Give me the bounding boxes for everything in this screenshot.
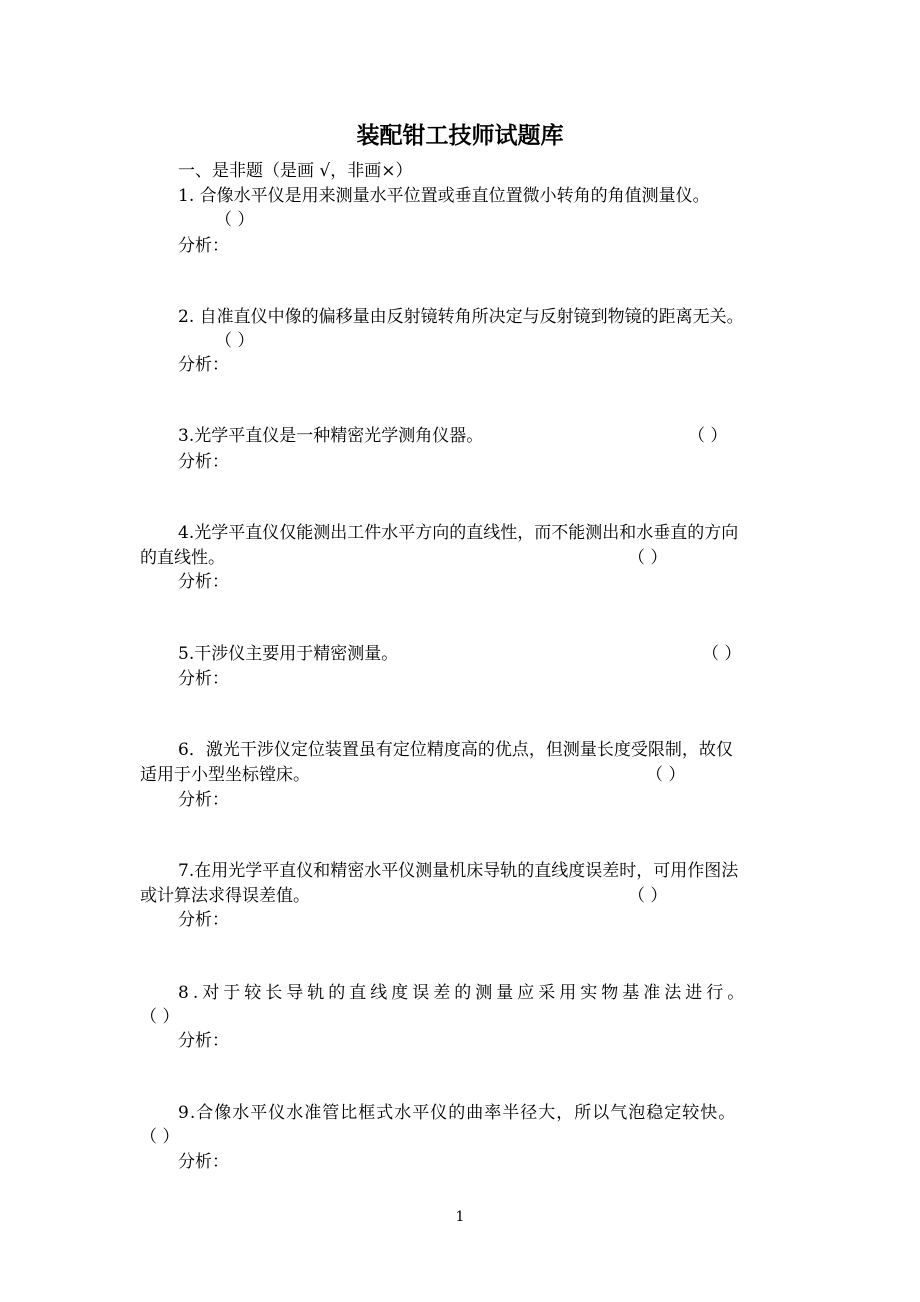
question-4-analysis-label: 分析： <box>178 572 229 592</box>
document-title: 装配钳工技师试题库 <box>356 122 564 149</box>
question-7-text-line-1: 7.在用光学平直仪和精密水平仪测量机床导轨的直线度误差时，可用作图法 <box>178 861 739 881</box>
question-8-text: 8.对于较长导轨的直线度误差的测量应采用实物基准法进行。 <box>178 983 749 1003</box>
question-6-text-line-2: 适用于小型坐标镗床。 <box>140 765 310 785</box>
question-1-text: 1. 合像水平仪是用来测量水平位置或垂直位置微小转角的角值测量仪。 <box>178 186 710 206</box>
question-6-text-line-1: 6．激光干涉仪定位装置虽有定位精度高的优点，但测量长度受限制，故仅 <box>178 740 733 760</box>
question-9-text: 9.合像水平仪水准管比框式水平仪的曲率半径大，所以气泡稳定较快。 <box>178 1103 737 1123</box>
question-1-answer-paren: （ ） <box>215 210 255 230</box>
question-7-analysis-label: 分析： <box>178 910 229 930</box>
question-8-answer-paren: （ ） <box>140 1007 180 1027</box>
question-2-analysis-label: 分析： <box>178 355 229 375</box>
question-6-analysis-label: 分析： <box>178 790 229 810</box>
question-8-analysis-label: 分析： <box>178 1031 229 1051</box>
question-7-answer-paren: （ ） <box>628 886 668 906</box>
question-4-answer-paren: （ ） <box>628 548 668 568</box>
section-heading: 一、是非题（是画 √，非画×） <box>178 161 413 181</box>
question-9-answer-paren: （ ） <box>140 1127 180 1147</box>
question-2-answer-paren: （ ） <box>215 331 255 351</box>
question-7-text-line-2: 或计算法求得误差值。 <box>140 886 310 906</box>
question-9-analysis-label: 分析： <box>178 1152 229 1172</box>
question-3-answer-paren: （ ） <box>688 426 728 446</box>
page-number: 1 <box>455 1209 465 1225</box>
question-5-answer-paren: （ ） <box>702 644 742 664</box>
question-5-analysis-label: 分析： <box>178 669 229 689</box>
question-4-text-line-1: 4.光学平直仪仅能测出工件水平方向的直线性，而不能测出和水垂直的方向 <box>178 523 739 543</box>
question-4-text-line-2: 的直线性。 <box>140 548 225 568</box>
question-6-answer-paren: （ ） <box>646 765 686 785</box>
question-3-analysis-label: 分析： <box>178 452 229 472</box>
question-3-text: 3.光学平直仪是一种精密光学测角仪器。 <box>178 426 484 446</box>
question-5-text: 5.干涉仪主要用于精密测量。 <box>178 644 399 664</box>
question-2-text: 2. 自准直仪中像的偏移量由反射镜转角所决定与反射镜到物镜的距离无关。 <box>178 307 744 327</box>
question-1-analysis-label: 分析： <box>178 236 229 256</box>
